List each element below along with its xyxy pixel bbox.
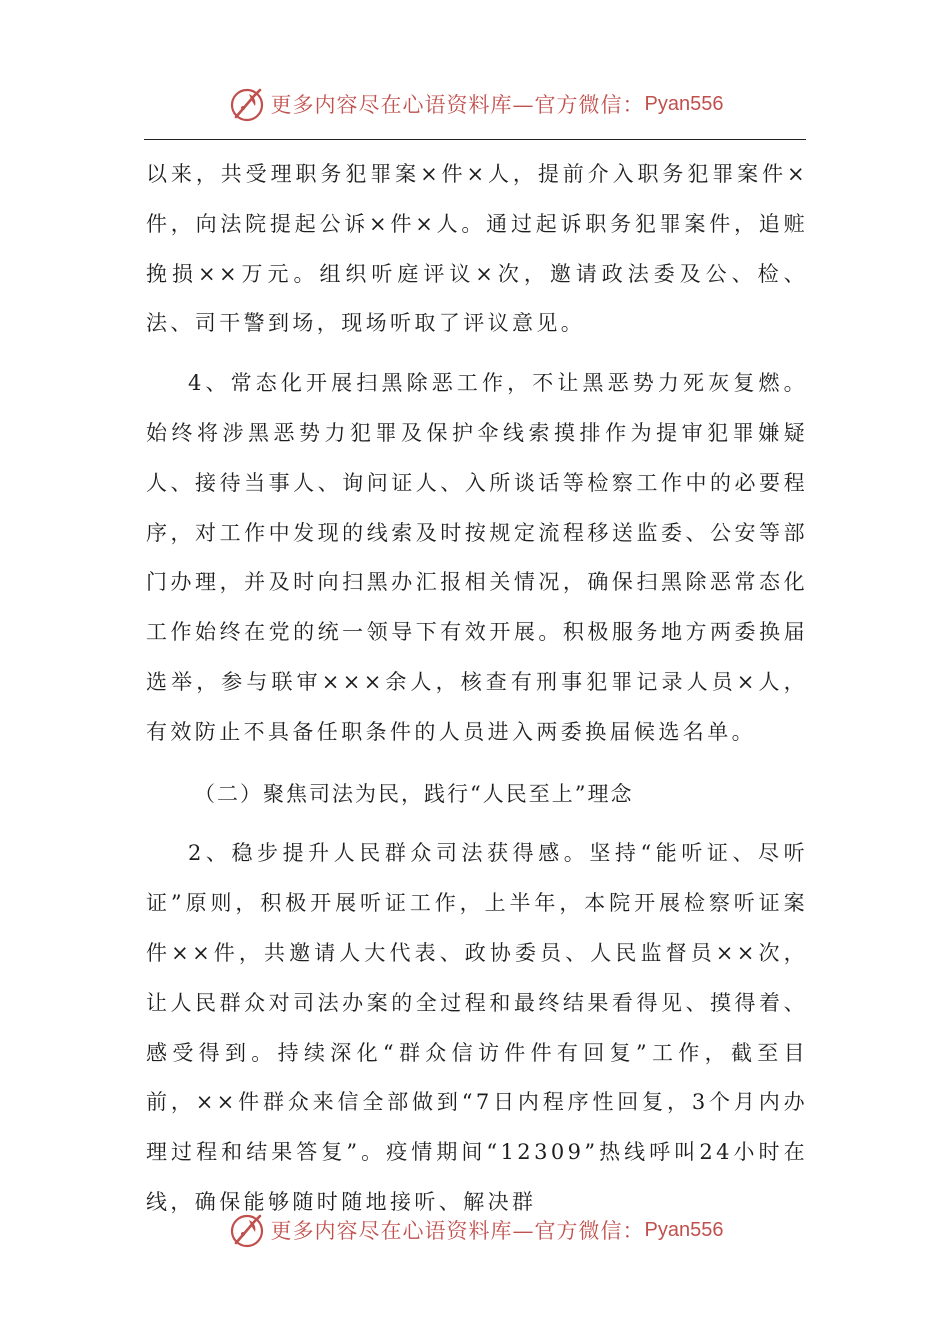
- pen-nib-circle-icon: [227, 1210, 267, 1250]
- header-divider: [144, 139, 806, 140]
- header-banner: [0, 82, 950, 126]
- paragraph-item-4: 4、常态化开展扫黑除恶工作，不让黑恶势力死灰复燃。始终将涉黑恶势力犯罪及保护伞线索摸排作为提审犯罪嫌疑人、接待当事人、询问证人、入所谈话等检察工作中的必要程序，对工作中发现的线索及时按规定流程移送监委、公安等部门办理，并及时向扫黑办汇报相关情况，确保扫黑除恶常态化工作始终在党的统一领导下有效开展。积极服务地方两委换届选举，参与联审×××余人，核查有刑事犯罪记录人员×人，有效防止不具备任职条件的人员进入两委换届候选名单。: [146, 371, 808, 744]
- paragraph-item-2: 2、稳步提升人民群众司法获得感。坚持“能听证、尽听证”原则，积极开展听证工作，上半年，本院开展检察听证案件××件，共邀请人大代表、政协委员、人民监督员××次，让人民群众对司法办案的全过程和最终结果看得见、摸得着、感受得到。持续深化“群众信访件件有回复”工作，截至目前，××件群众来信全部做到“7日内程序性回复，3个月内办理过程和结果答复”。疫情期间“12309”热线呼叫24小时在线，确保能够随时随地接听、解决群: [146, 841, 808, 1214]
- pen-nib-circle-icon: [227, 84, 267, 124]
- footer-banner: [0, 1208, 950, 1252]
- section-heading: （二）聚焦司法为民，践行“人民至上”理念: [194, 781, 634, 806]
- footer-wechat-id: Pyan556: [644, 1218, 724, 1241]
- header-banner-text: 更多内容尽在心语资料库—官方微信：: [270, 93, 645, 117]
- paragraph-continuation: 以来，共受理职务犯罪案×件×人，提前介入职务犯罪案件×件，向法院提起公诉×件×人。通过起诉职务犯罪案件，追赃挽损××万元。组织听庭评议×次，邀请政法委及公、检、法、司干警到场，现场听取了评议意见。: [146, 162, 808, 336]
- footer-banner-text: 更多内容尽在心语资料库—官方微信：: [270, 1219, 645, 1243]
- header-wechat-id: Pyan556: [644, 92, 724, 115]
- document-body: [146, 150, 808, 1228]
